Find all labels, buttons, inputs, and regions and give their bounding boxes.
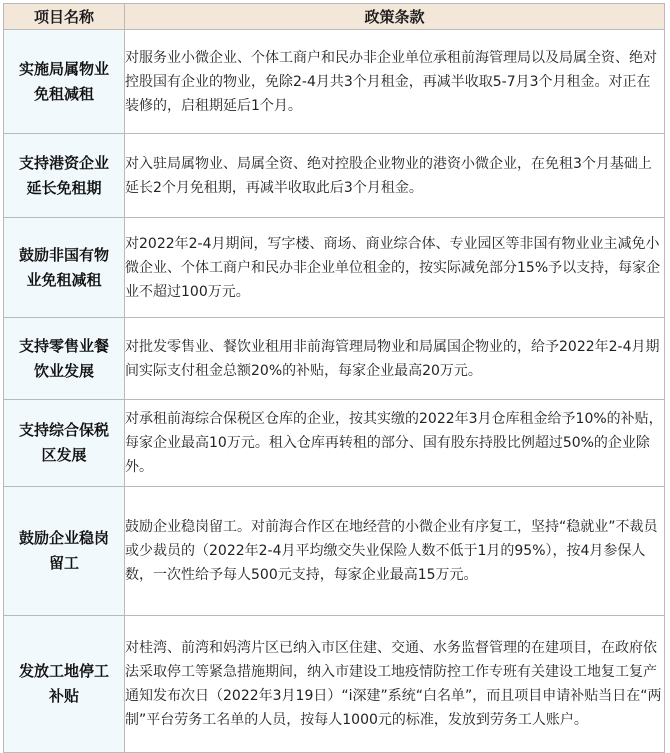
table-row <box>4 400 665 487</box>
policy-text: 对2022年2-4月期间，写字楼、商场、商业综合体、专业园区等非国有物业业主减免小微企业、个体工商户和民办非企业单位租金的，按实际减免部分15%予以支持，每家企业不超过100万元。 <box>125 218 665 318</box>
table-row <box>4 30 665 134</box>
table-row <box>4 218 665 318</box>
project-name: 实施局属物业免租减租 <box>18 59 109 103</box>
table-row <box>4 318 665 400</box>
policy-table <box>3 3 665 753</box>
policy-text: 对入驻局属物业、局属全资、绝对控股企业物业的港资小微企业，在免租3个月基础上延长2个月免租期，再减半收取此后3个月租金。 <box>125 134 665 218</box>
project-name: 发放工地停工补贴 <box>18 662 109 705</box>
policy-text: 对服务业小微企业、个体工商户和民办非企业单位承租前海管理局以及局属全资、绝对控股国有企业的物业，免除2-4月共3个月租金，再减半收取5-7月3个月租金。对正在装修的，启租期延后1个月。 <box>125 30 665 134</box>
project-name: 支持综合保税区发展 <box>18 421 109 464</box>
header-policy-terms: 政策条款 <box>125 4 665 30</box>
project-name: 鼓励企业稳岗留工 <box>18 529 109 572</box>
policy-text: 鼓励企业稳岗留工。对前海合作区在地经营的小微企业有序复工，坚持“稳就业”不裁员或少裁员的（2022年2-4月平均缴交失业保险人数不低于1月的95%），按4月参保人数，一次性给予每人500元支持，每家企业最高15万元。 <box>125 487 665 616</box>
table-row <box>4 134 665 218</box>
table-row <box>4 487 665 616</box>
table-header-row <box>4 4 665 30</box>
policy-text: 对承租前海综合保税区仓库的企业，按其实缴的2022年3月仓库租金给予10%的补贴，每家企业最高10万元。租入仓库再转租的部分、国有股东持股比例超过50%的企业除外。 <box>125 400 665 487</box>
project-name: 支持零售业餐饮业发展 <box>18 336 109 380</box>
project-name: 鼓励非国有物业免租减租 <box>18 245 109 289</box>
table-row <box>4 616 665 753</box>
project-name: 支持港资企业延长免租期 <box>18 153 109 197</box>
header-project-name: 项目名称 <box>4 4 125 30</box>
policy-text: 对桂湾、前湾和妈湾片区已纳入市区住建、交通、水务监督管理的在建项目，在政府依法采取停工等紧急措施期间，纳入市建设工地疫情防控工作专班有关建设工地复工复产通知发布次日（2022年3月19日）“i深建”系统“白名单”，而且项目申请补贴当日在“两制”平台劳务工名单的人员，按每人1000元的标准，发放到劳务工人账户。 <box>125 616 665 753</box>
policy-text: 对批发零售业、餐饮业租用非前海管理局物业和局属国企物业的，给予2022年2-4月期间实际支付租金总额20%的补贴，每家企业最高20万元。 <box>125 318 665 400</box>
